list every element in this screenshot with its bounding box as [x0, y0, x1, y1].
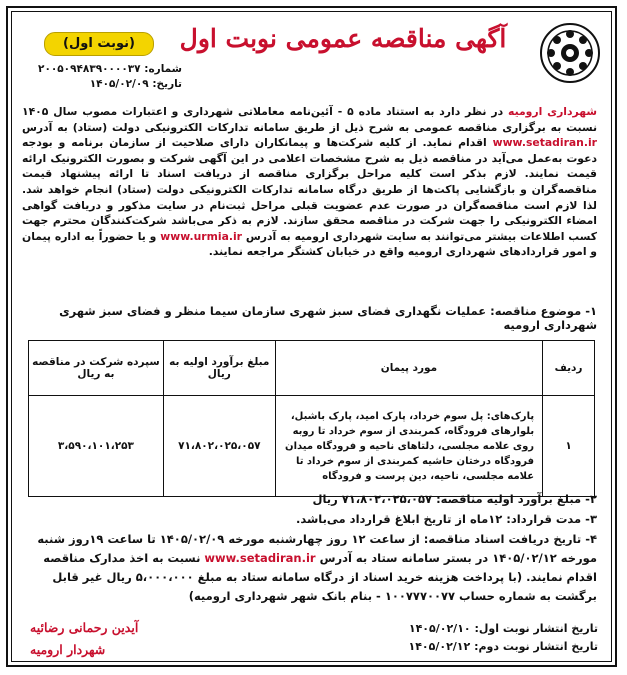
org-name: شهرداری ارومیه: [508, 105, 597, 118]
section-2-value: ۷۱،۸۰۲،۰۲۵،۰۵۷ ریال: [312, 492, 437, 506]
intro-text-1: در نظر دارد به استناد ماده ۵ - آئین‌نامه معاملاتی شهرداری و اعتبارات مصوب سال ۱۴۰۵ نسبت به برگزاری مناقصه عمومی به شرح ذیل از طریق سامانه تدارکات الکترونیکی دولت (ستاد) به آدرس: [22, 105, 597, 134]
table-row: [29, 396, 595, 497]
tender-table: [28, 340, 595, 497]
notice-number: شماره: ۲۰۰۵۰۹۴۸۳۹۰۰۰۰۳۷: [38, 63, 182, 75]
table-header-estimate: مبلغ برآورد اولیه به ریال: [163, 341, 275, 396]
publication-second: تاریخ انتشار نوبت دوم: ۱۴۰۵/۰۲/۱۲: [408, 640, 598, 653]
section-2: [22, 490, 597, 509]
publication-dates: [278, 620, 598, 656]
row-estimate: ۷۱،۸۰۲،۰۲۵،۰۵۷: [163, 396, 275, 497]
setad-link[interactable]: www.setadiran.ir: [492, 136, 597, 150]
table-header-deposit: سپرده شرکت در مناقصه به ریال: [29, 341, 164, 396]
municipality-logo-icon: [539, 22, 601, 84]
publication-first: تاریخ انتشار نوبت اول: ۱۴۰۵/۰۲/۱۰: [408, 622, 598, 635]
notice-meta: [22, 62, 182, 92]
subject-line: [22, 304, 597, 332]
row-deposit: ۳،۵۹۰،۱۰۱،۲۵۳: [29, 396, 164, 497]
table-header-item: مورد پیمان: [275, 341, 542, 396]
section-3-label: ۳- مدت قرارداد:: [506, 512, 597, 526]
notice-frame: [6, 6, 617, 667]
section-2-label: ۲- مبلغ برآورد اولیه مناقصه:: [436, 492, 597, 506]
section-4-label: ۴- تاریخ دریافت اسناد مناقصه:: [423, 532, 597, 546]
subject-label: ۱- موضوع مناقصه:: [490, 304, 597, 318]
intro-text-3: و یا حضوراً به اداره پیمان و امور قراردادهای شهرداری ارومیه واقع در خیابان کشتگر مراجعه نمایند.: [22, 229, 597, 259]
header: [8, 8, 613, 100]
section-4-text-2: نسبت به اخذ مدارک مناقصه اقدام نمایند. (با پرداخت هزینه خرید اسناد از درگاه سامانه ستاد به مبلغ ۵،۰۰۰،۰۰۰ ریال غیر قابل برگشت به شماره حساب ۱۰۰۷۷۷۰۰۷۷ - بنام بانک شهر شهرداری ارومیه): [43, 551, 597, 603]
section-4: [22, 530, 597, 606]
page-title: آگهی مناقصه عمومی نوبت اول: [179, 24, 507, 53]
table-header-row-no: ردیف: [543, 341, 595, 396]
signature-name: آیدین رحمانی رضائیه: [30, 620, 139, 635]
round-badge: (نوبت اول): [44, 32, 154, 56]
section-3-value: ۱۲ماه از تاریخ ابلاغ قرارداد می‌باشد.: [295, 512, 507, 526]
row-item: پارک‌های: پل سوم خرداد، پارک امید، پارک باشبل، بلوارهای فرودگاه، کمربندی از سوم خرداد تا روبه روی علامه مجلسی، دلتاهای ناحیه و فرودگاه میدان فرودگاه درختان حاشیه کمربندی از سوم خرداد تا علامه مجلسی، ناحیه، دین پرست و فرودگاه: [275, 396, 542, 497]
urmia-link[interactable]: www.urmia.ir: [160, 229, 242, 243]
notice-date: تاریخ: ۱۴۰۵/۰۲/۰۹: [89, 78, 182, 90]
intro-paragraph: [22, 104, 597, 260]
intro-text-2: اقدام نماید. از کلیه شرکت‌ها و پیمانکاران دارای صلاحیت از سازمان برنامه و بودجه دعوت به‌عمل می‌آید در مناقصه ذیل به شرح مشخصات اعلامی در این آگهی شرکت و بصورت الکترونیک ارائه قیمت نمایند. لازم بذکر است کلیه مراحل برگزاری مناقصه از دریافت اسناد تا ارائه پیشنهاد قیمت مناقصه‌گران و بازگشایی پاکت‌ها از طریق درگاه سامانه تدارکات الکترونیکی دولت (ستاد) انجام خواهد شد. لذا لازم است مناقصه‌گران در صورت عدم عضویت قبلی مراحل ثبت‌نام در سایت مذکور و دریافت گواهی امضاء الکترونیکی را جهت شرکت در مناقصه محقق سازند. لازم به ذکر می‌باشد شرکت‌کنندگان محترم جهت کسب اطلاعات بیشتر می‌توانند به سایت شهرداری ارومیه به آدرس: [22, 136, 597, 243]
section-4-text-1: از ساعت ۱۲ روز چهارشنبه مورخه ۱۴۰۵/۰۲/۰۹ تا ساعت ۱۹روز شنبه مورخه ۱۴۰۵/۰۲/۱۲ در بستر سامانه ستاد به آدرس: [37, 532, 597, 565]
signature-role: شهردار ارومیه: [30, 642, 106, 657]
section-4-setad-link[interactable]: www.setadiran.ir: [204, 551, 316, 565]
row-number: ۱: [543, 396, 595, 497]
subject-text: عملیات نگهداری فضای سبز شهری سازمان سیما منظر و فضای سبز شهری شهرداری ارومیه: [59, 304, 597, 332]
section-3: [22, 510, 597, 529]
table-header-row: [29, 341, 595, 396]
